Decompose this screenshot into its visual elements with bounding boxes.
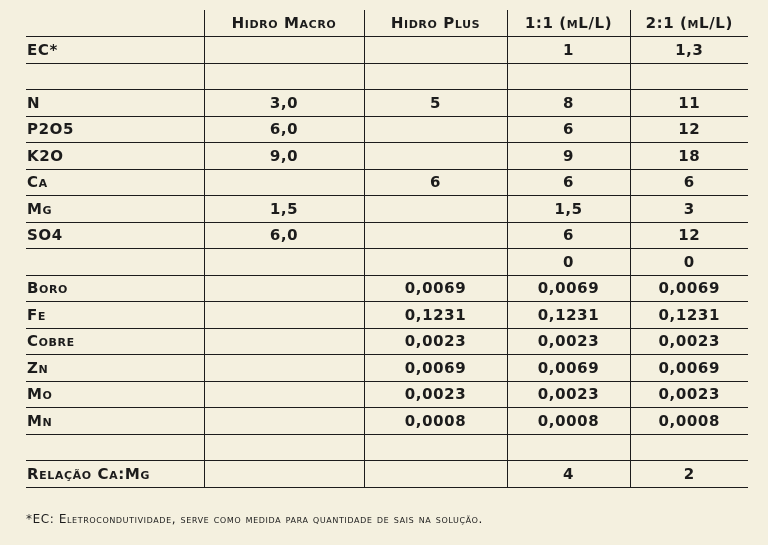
row-label: Zn	[26, 355, 204, 382]
header-cell-empty	[26, 10, 204, 37]
table-cell: 0,1231	[364, 302, 507, 329]
table-cell: 1,5	[507, 196, 630, 223]
table-cell: 0,0023	[630, 328, 748, 355]
table-cell	[204, 461, 364, 488]
table-cell: 1,3	[630, 37, 748, 64]
row-label: Ca	[26, 169, 204, 196]
row-label: Mo	[26, 381, 204, 408]
table-cell: 11	[630, 90, 748, 117]
table-row	[26, 63, 748, 90]
table-cell: 6,0	[204, 116, 364, 143]
table-row	[26, 249, 748, 276]
table-row	[26, 461, 748, 488]
row-label: Mn	[26, 408, 204, 435]
header-hidro-plus: Hidro Plus	[364, 10, 507, 37]
table-row	[26, 275, 748, 302]
table-cell: 0,0069	[630, 275, 748, 302]
table-body	[26, 37, 748, 488]
row-label: Mg	[26, 196, 204, 223]
table-cell: 12	[630, 116, 748, 143]
table-row	[26, 434, 748, 461]
table-cell: 0,0008	[630, 408, 748, 435]
table-cell: 12	[630, 222, 748, 249]
header-ratio-2-1: 2:1 (mL/L)	[630, 10, 748, 37]
table-cell	[204, 275, 364, 302]
table-cell	[204, 249, 364, 276]
table-cell: 6	[507, 222, 630, 249]
row-label: K2O	[26, 143, 204, 170]
row-label	[26, 249, 204, 276]
table-cell: 6	[507, 116, 630, 143]
table-cell: 0,0023	[630, 381, 748, 408]
row-label	[26, 434, 204, 461]
table-cell	[204, 63, 364, 90]
table-cell	[204, 381, 364, 408]
table-cell: 0,0023	[507, 381, 630, 408]
table-cell: 6	[630, 169, 748, 196]
row-label: EC*	[26, 37, 204, 64]
table-cell: 0,0023	[364, 381, 507, 408]
table-row	[26, 222, 748, 249]
table-cell	[364, 37, 507, 64]
table-cell	[364, 222, 507, 249]
table-row	[26, 143, 748, 170]
table-cell: 6	[364, 169, 507, 196]
header-row	[26, 10, 748, 37]
table-cell: 0,0069	[364, 355, 507, 382]
table-cell: 0,1231	[507, 302, 630, 329]
table-cell: 9	[507, 143, 630, 170]
table-cell	[204, 408, 364, 435]
row-label: P2O5	[26, 116, 204, 143]
table-cell: 0	[507, 249, 630, 276]
table-cell: 0,0069	[364, 275, 507, 302]
table-cell: 2	[630, 461, 748, 488]
table-cell	[364, 461, 507, 488]
table-cell: 9,0	[204, 143, 364, 170]
nutrient-table-container	[26, 10, 748, 488]
table-cell	[204, 328, 364, 355]
row-label: N	[26, 90, 204, 117]
table-row	[26, 328, 748, 355]
table-cell	[364, 143, 507, 170]
table-cell: 0,0008	[364, 408, 507, 435]
table-row	[26, 196, 748, 223]
table-row	[26, 302, 748, 329]
table-cell	[630, 434, 748, 461]
header-hidro-macro: Hidro Macro	[204, 10, 364, 37]
footnote: *EC: Eletrocondutividade, serve como medida para quantidade de sais na solução.	[26, 512, 483, 526]
table-cell: 3,0	[204, 90, 364, 117]
table-cell	[507, 63, 630, 90]
table-cell	[364, 116, 507, 143]
table-cell: 0	[630, 249, 748, 276]
row-label: Boro	[26, 275, 204, 302]
table-cell	[204, 434, 364, 461]
table-cell	[364, 196, 507, 223]
table-cell: 1,5	[204, 196, 364, 223]
row-label: Fe	[26, 302, 204, 329]
table-row	[26, 355, 748, 382]
table-cell: 0,1231	[630, 302, 748, 329]
table-cell: 0,0023	[364, 328, 507, 355]
nutrient-table	[26, 10, 748, 488]
table-row	[26, 116, 748, 143]
table-cell: 8	[507, 90, 630, 117]
table-row	[26, 408, 748, 435]
table-cell	[204, 355, 364, 382]
table-cell: 0,0069	[507, 355, 630, 382]
table-cell: 6	[507, 169, 630, 196]
table-cell	[507, 434, 630, 461]
table-cell	[204, 302, 364, 329]
row-label	[26, 63, 204, 90]
table-cell: 6,0	[204, 222, 364, 249]
table-cell	[364, 249, 507, 276]
table-cell	[630, 63, 748, 90]
table-cell	[364, 63, 507, 90]
table-cell	[364, 434, 507, 461]
row-label: Relação Ca:Mg	[26, 461, 204, 488]
table-cell: 0,0023	[507, 328, 630, 355]
table-row	[26, 169, 748, 196]
table-cell: 0,0008	[507, 408, 630, 435]
table-cell	[204, 169, 364, 196]
table-cell: 18	[630, 143, 748, 170]
table-cell: 4	[507, 461, 630, 488]
header-ratio-1-1: 1:1 (mL/L)	[507, 10, 630, 37]
table-row	[26, 381, 748, 408]
table-cell	[204, 37, 364, 64]
row-label: Cobre	[26, 328, 204, 355]
table-row	[26, 37, 748, 64]
table-cell: 3	[630, 196, 748, 223]
table-cell: 0,0069	[507, 275, 630, 302]
table-row	[26, 90, 748, 117]
table-cell: 1	[507, 37, 630, 64]
row-label: SO4	[26, 222, 204, 249]
table-cell: 0,0069	[630, 355, 748, 382]
table-cell: 5	[364, 90, 507, 117]
